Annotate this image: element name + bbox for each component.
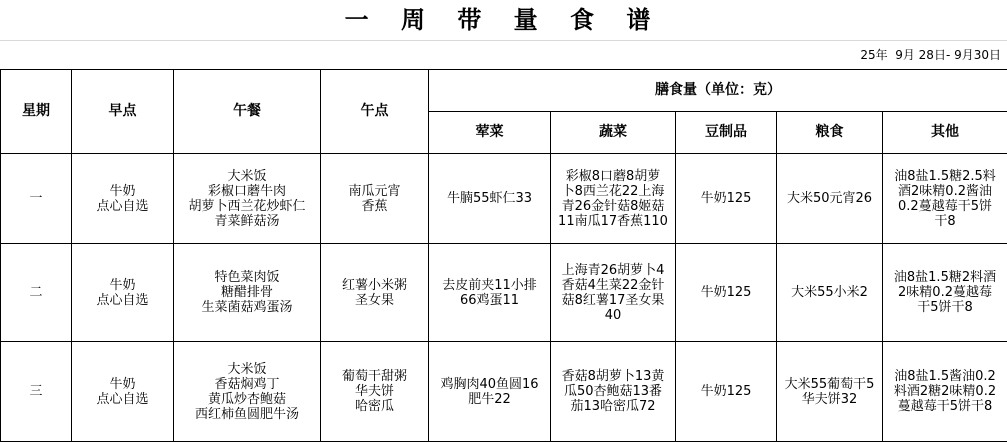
cell-line: 料酒2糖2味精0.2 <box>884 384 1006 399</box>
cell-line: 圣女果 <box>322 293 427 308</box>
breakfast-cell <box>72 154 174 244</box>
meat-cell <box>429 154 551 244</box>
cell-line: 大米55葡萄干5 <box>778 377 881 392</box>
cell-line: 黄瓜炒杏鲍菇 <box>175 392 319 407</box>
cell-line: 去皮前夹11小排 <box>430 278 549 293</box>
cell-line: 华夫饼 <box>322 384 427 399</box>
header-quantity-group: 膳食量（单位：克） <box>429 70 1007 112</box>
meat-cell <box>429 244 551 342</box>
lunch-cell <box>174 244 321 342</box>
cell-line: 干8 <box>884 214 1006 229</box>
cell-line: 瓜50杏鲍菇13番 <box>552 384 674 399</box>
date-range: 25年 9月 28日- 9月30日 <box>860 46 1001 64</box>
cell-line: 大米饭 <box>175 362 319 377</box>
cell-line: 油8盐1.5酱油0.2 <box>884 369 1006 384</box>
table-row <box>1 244 1007 342</box>
cell-line: 青26金针菇8姬菇 <box>552 199 674 214</box>
cell-line: 2味精0.2蔓越莓 <box>884 285 1006 300</box>
header-breakfast: 早点 <box>72 70 174 154</box>
cell-line: 卜8西兰花22上海 <box>552 184 674 199</box>
cell-line: 胡萝卜西兰花炒虾仁 <box>175 199 319 214</box>
cell-line: 香菇焖鸡丁 <box>175 377 319 392</box>
cell-line: 0.2蔓越莓干5饼 <box>884 199 1006 214</box>
other-cell <box>883 342 1007 442</box>
snack-cell <box>321 244 429 342</box>
snack-cell <box>321 154 429 244</box>
soy-cell: 牛奶125 <box>676 244 777 342</box>
title-divider <box>0 40 1007 41</box>
cell-line: 66鸡蛋11 <box>430 293 549 308</box>
veg-cell <box>551 244 676 342</box>
cell-line: 干5饼干8 <box>884 300 1006 315</box>
cell-line: 油8盐1.5糖2料酒 <box>884 270 1006 285</box>
cell-line: 香菇4生菜22金针 <box>552 278 674 293</box>
meat-cell <box>429 342 551 442</box>
cell-line: 南瓜元宵 <box>322 184 427 199</box>
cell-line: 牛腩55虾仁33 <box>430 191 549 206</box>
lunch-cell <box>174 154 321 244</box>
header-snack: 午点 <box>321 70 429 154</box>
cell-line: 点心自选 <box>73 199 172 214</box>
lunch-cell <box>174 342 321 442</box>
day-cell: 二 <box>1 244 72 342</box>
header-grain: 粮食 <box>777 112 883 154</box>
cell-line: 红薯小米粥 <box>322 278 427 293</box>
cell-line: 牛奶 <box>73 184 172 199</box>
breakfast-cell <box>72 244 174 342</box>
cell-line: 糖醋排骨 <box>175 285 319 300</box>
cell-line: 彩椒8口蘑8胡萝 <box>552 169 674 184</box>
header-soy: 豆制品 <box>676 112 777 154</box>
cell-line: 香菇8胡萝卜13黄 <box>552 369 674 384</box>
cell-line: 彩椒口蘑牛肉 <box>175 184 319 199</box>
cell-line: 生菜菌菇鸡蛋汤 <box>175 300 319 315</box>
other-cell <box>883 154 1007 244</box>
cell-line: 牛奶 <box>73 377 172 392</box>
cell-line: 点心自选 <box>73 392 172 407</box>
cell-line: 菇8红薯17圣女果 <box>552 293 674 308</box>
cell-line: 牛奶 <box>73 278 172 293</box>
cell-line: 酒2味精0.2酱油 <box>884 184 1006 199</box>
cell-line: 哈密瓜 <box>322 399 427 414</box>
grain-cell <box>777 342 883 442</box>
cell-line: 特色菜肉饭 <box>175 270 319 285</box>
day-cell: 三 <box>1 342 72 442</box>
cell-line: 华夫饼32 <box>778 392 881 407</box>
cell-line: 肥牛22 <box>430 392 549 407</box>
cell-line: 上海青26胡萝卜4 <box>552 263 674 278</box>
header-day: 星期 <box>1 70 72 154</box>
snack-cell <box>321 342 429 442</box>
header-meat: 荤菜 <box>429 112 551 154</box>
cell-line: 11南瓜17香蕉110 <box>552 214 674 229</box>
cell-line: 茄13哈密瓜72 <box>552 399 674 414</box>
cell-line: 葡萄干甜粥 <box>322 369 427 384</box>
header-veg: 蔬菜 <box>551 112 676 154</box>
cell-line: 点心自选 <box>73 293 172 308</box>
weekly-menu-table <box>0 69 1007 442</box>
cell-line: 大米饭 <box>175 169 319 184</box>
other-cell <box>883 244 1007 342</box>
soy-cell: 牛奶125 <box>676 342 777 442</box>
veg-cell <box>551 342 676 442</box>
soy-cell: 牛奶125 <box>676 154 777 244</box>
day-cell: 一 <box>1 154 72 244</box>
cell-line: 蔓越莓干5饼干8 <box>884 399 1006 414</box>
veg-cell <box>551 154 676 244</box>
cell-line: 油8盐1.5糖2.5料 <box>884 169 1006 184</box>
header-lunch: 午餐 <box>174 70 321 154</box>
cell-line: 青菜鲜菇汤 <box>175 214 319 229</box>
page-title: 一 周 带 量 食 谱 <box>0 3 1007 37</box>
header-row <box>1 70 1007 112</box>
cell-line: 鸡胸肉40鱼圆16 <box>430 377 549 392</box>
cell-line: 香蕉 <box>322 199 427 214</box>
grain-cell: 大米50元宵26 <box>777 154 883 244</box>
cell-line: 40 <box>552 308 674 323</box>
table-row <box>1 342 1007 442</box>
table-row <box>1 154 1007 244</box>
grain-cell: 大米55小米2 <box>777 244 883 342</box>
header-other: 其他 <box>883 112 1007 154</box>
cell-line: 西红柿鱼圆肥牛汤 <box>175 407 319 422</box>
breakfast-cell <box>72 342 174 442</box>
